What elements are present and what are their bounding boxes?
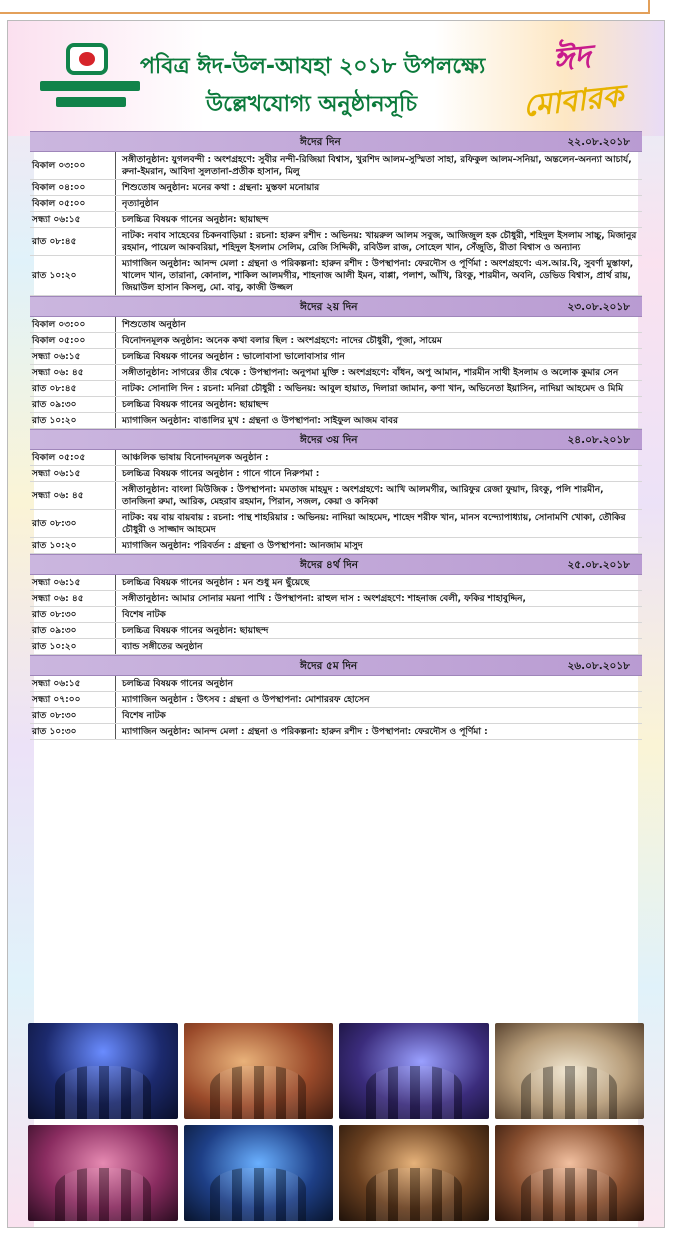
schedule-row xyxy=(30,466,642,482)
stage-photo xyxy=(184,1125,334,1221)
schedule-row xyxy=(30,349,642,365)
program-description: সঙ্গীতানুষ্ঠান: আমার সোনার ময়না পাখি : উপস্থাপনা: রাহুল দাস : অংশগ্রহণে: শাহনাজ বেলী, ফকির শাহাবুদ্দিন, xyxy=(122,594,526,604)
program-time: বিকাল ০৩:০০ xyxy=(30,317,116,332)
program-time: রাত ১০:২০ xyxy=(30,413,116,428)
program-description: আঞ্চলিক ভাষায় বিনোদনমূলক অনুষ্ঠান : xyxy=(122,453,269,463)
program-description: চলচ্চিত্র বিষয়ক গানের অনুষ্ঠান: ছায়াছন্দ xyxy=(122,215,269,225)
header xyxy=(8,21,664,136)
program-time: বিকাল ০৪:০০ xyxy=(30,180,116,195)
schedule-row xyxy=(30,482,642,510)
schedule-table xyxy=(30,131,642,740)
stage-photo xyxy=(495,1023,645,1119)
program-description: ম্যাগাজিন অনুষ্ঠান: আনন্দ মেলা : গ্রন্থনা ও পরিকল্পনা: হারুন রশীদ : উপস্থাপনা: ফেরদৌস ও পূর্ণিমা : অংশগ্রহণে: এস.আর.বি, সুবর্ণা মুস্তাফা, খালেদ খান, তারানা, কোনাল, শাকিল আলমগীর, শাহনাজ আলী ইমন, বাপ্পা, পলাশ, আঁখি, রিংকু, শারমীন, অবনি, ডেভিড বিশ্বাস, প্রার্থ রায়, জিয়াউল হাসান কিসলু, মো. বাবু, কাজী উজ্জল xyxy=(122,259,634,293)
program-time: রাত ০৮:৩০ xyxy=(30,510,116,537)
day-name: ঈদের ৩য় দিন xyxy=(300,434,358,446)
stage-photo xyxy=(28,1023,178,1119)
program-time: রাত ০৮:৪৫ xyxy=(30,228,116,255)
program-time: রাত ১০:২০ xyxy=(30,639,116,654)
stage-photo xyxy=(184,1023,334,1119)
tv-emblem-icon xyxy=(66,43,108,75)
program-time: সন্ধ্যা ০৬:১৫ xyxy=(30,575,116,590)
program-description: চলচ্চিত্র বিষয়ক গানের অনুষ্ঠান: ছায়াছন্দ xyxy=(122,400,269,410)
program-time: সন্ধ্যা ০৬: ৪৫ xyxy=(30,365,116,380)
schedule-row xyxy=(30,413,642,429)
stage-photo xyxy=(339,1023,489,1119)
program-description: ম্যাগাজিন অনুষ্ঠান: পরিবর্তন : গ্রন্থনা ও উপস্থাপনা: আনজাম মাসুদ xyxy=(122,541,363,551)
schedule-row xyxy=(30,152,642,180)
program-time: রাত ০৯:৩০ xyxy=(30,397,116,412)
logo-wordmark-bar xyxy=(56,97,126,107)
program-description: ম্যাগাজিন অনুষ্ঠান : উৎসব : গ্রন্থনা ও উপস্থাপনা: মোশাররফ হোসেন xyxy=(122,695,370,705)
day-header xyxy=(30,429,642,450)
program-description: নাটক: বয় বায় বায়বায় : রচনা: পান্থ শাহরিয়ার : অভিনয়: নাদিয়া আহমেদ, শাহেদ শরীফ খান, মানস বন্দ্যোপাধ্যায়, সোনামণি খোকা, তৌকির চৌধুরী ও সাজ্জাদ আহমেদ xyxy=(122,513,626,535)
day-date: ২২.০৮.২০১৮ xyxy=(567,136,630,148)
schedule-row xyxy=(30,228,642,256)
program-time: বিকাল ০৩:০০ xyxy=(30,152,116,179)
page-title: পবিত্র ঈদ-উল-আযহা ২০১৮ উপলক্ষ্যে xyxy=(140,54,486,79)
program-description: নাটক: সোনালি দিন : রচনা: মনিরা চৌধুরী : অভিনয়: আবুল হায়াত, দিলারা জামান, কণা খান, অভিনেতা ইয়াসিন, নাদিয়া আহমেদ ও মিমি xyxy=(122,384,624,394)
program-time: বিকাল ০৫:০৫ xyxy=(30,450,116,465)
program-time: সন্ধ্যা ০৭:০০ xyxy=(30,692,116,707)
schedule-row xyxy=(30,256,642,296)
channel-logo-icon xyxy=(40,43,140,111)
program-time: সন্ধ্যা ০৬: ৪৫ xyxy=(30,482,116,509)
program-time: রাত ০৮:৩০ xyxy=(30,708,116,723)
program-description: বিশেষ নাটক xyxy=(122,610,166,620)
program-time: সন্ধ্যা ০৬:১৫ xyxy=(30,349,116,364)
day-date: ২৬.০৮.২০১৮ xyxy=(567,660,630,672)
day-name: ঈদের ২য় দিন xyxy=(300,301,358,313)
schedule-row xyxy=(30,575,642,591)
schedule-row xyxy=(30,591,642,607)
program-time: রাত ১০:৩০ xyxy=(30,724,116,739)
stage-photo xyxy=(28,1125,178,1221)
program-time: সন্ধ্যা ০৬:১৫ xyxy=(30,466,116,481)
program-description: চলচ্চিত্র বিষয়ক গানের অনুষ্ঠান : গানে গানে নিরুপমা : xyxy=(122,469,320,479)
schedule-row xyxy=(30,724,642,740)
program-description: ম্যাগাজিন অনুষ্ঠান: বাঙালির মুখ : গ্রন্থনা ও উপস্থাপনা: সাইফুল আজম বাবর xyxy=(122,416,398,426)
day-name: ঈদের ৪র্থ দিন xyxy=(300,559,359,571)
eid-greeting: ঈদ xyxy=(550,37,593,79)
program-description: ম্যাগাজিন অনুষ্ঠান: আনন্দ মেলা : গ্রন্থনা ও পরিকল্পনা: হারুন রশীদ : উপস্থাপনা: ফেরদৌস ও পূর্ণিমা : xyxy=(122,727,488,737)
program-time: রাত ১০:২০ xyxy=(30,256,116,295)
schedule-row xyxy=(30,708,642,724)
photo-gallery xyxy=(28,1023,644,1221)
schedule-row xyxy=(30,317,642,333)
program-description: শিশুতোষ অনুষ্ঠান: মনের কথা : গ্রন্থনা: মুস্তফা মনোয়ার xyxy=(122,183,320,193)
program-description: চলচ্চিত্র বিষয়ক গানের অনুষ্ঠান xyxy=(122,679,233,689)
day-date: ২৩.০৮.২০১৮ xyxy=(567,301,630,313)
program-description: শিশুতোষ অনুষ্ঠান xyxy=(122,320,186,330)
day-name: ঈদের দিন xyxy=(300,136,341,148)
program-description: সঙ্গীতানুষ্ঠান: বাংলা মিউজিক : উপস্থাপনা: মমতাজ মাহমুদ : অংশগ্রহণে: আখি আলমগীর, আরিফুর রেজা ফুয়াদ, রিংকু, পলি শারমীন, তানজিনা রুমা, আরিক, মেহরাব রহমান, পিরান, সজল, কেয়া ও কনিকা xyxy=(122,485,604,507)
program-time: সন্ধ্যা ০৬:১৫ xyxy=(30,676,116,691)
program-time: বিকাল ০৫:০০ xyxy=(30,333,116,348)
schedule-row xyxy=(30,333,642,349)
schedule-row xyxy=(30,397,642,413)
program-description: চলচ্চিত্র বিষয়ক গানের অনুষ্ঠান: ছায়াছন্দ xyxy=(122,626,269,636)
program-description: বিশেষ নাটক xyxy=(122,711,166,721)
schedule-row xyxy=(30,538,642,554)
schedule-row xyxy=(30,381,642,397)
top-border-line xyxy=(0,0,650,14)
program-description: বিনোদনমূলক অনুষ্ঠান: অনেক কথা বলার ছিল : অংশগ্রহণে: নাদের চৌধুরী, পূজা, সায়েম xyxy=(122,336,442,346)
schedule-row xyxy=(30,676,642,692)
program-description: সঙ্গীতানুষ্ঠান: যুগলবন্দী : অংশগ্রহণে: সুবীর নন্দী-রিজিয়া বিশ্বাস, খুরশিদ আলম-সুস্মিতা সাহা, রফিকুল আলম-সনিয়া, অন্তলেন-অনন্যা আচার্য, রুনা-ইমরান, আবিদা সুলতানা-প্রতীক হাসান, মিলু xyxy=(122,155,632,177)
program-time: রাত ১০:২০ xyxy=(30,538,116,553)
schedule-row xyxy=(30,212,642,228)
program-description: সঙ্গীতানুষ্ঠান: সাগরের তীর থেকে : উপস্থাপনা: অনুপমা মুক্তি : অংশগ্রহণে: বাঁধন, অপু আমান, শারমীন সাথী ইসলাম ও অলোক কুমার সেন xyxy=(122,368,619,378)
logo-wordmark-bar xyxy=(40,81,140,91)
program-time: বিকাল ০৫:০০ xyxy=(30,196,116,211)
day-header xyxy=(30,296,642,317)
day-date: ২৪.০৮.২০১৮ xyxy=(567,434,630,446)
schedule-row xyxy=(30,692,642,708)
schedule-row xyxy=(30,639,642,655)
schedule-row xyxy=(30,607,642,623)
day-name: ঈদের ৫ম দিন xyxy=(300,660,358,672)
day-header xyxy=(30,655,642,676)
program-description: নৃত্যানুষ্ঠান xyxy=(122,199,159,209)
schedule-row xyxy=(30,365,642,381)
mubarak-greeting: মোবারক xyxy=(521,78,625,125)
stage-photo xyxy=(339,1125,489,1221)
program-time: সন্ধ্যা ০৬:১৫ xyxy=(30,212,116,227)
program-description: চলচ্চিত্র বিষয়ক গানের অনুষ্ঠান : মন শুধু মন ছুঁয়েছে xyxy=(122,578,310,588)
day-header xyxy=(30,554,642,575)
schedule-row xyxy=(30,510,642,538)
schedule-row xyxy=(30,450,642,466)
program-time: রাত ০৮:৩০ xyxy=(30,607,116,622)
program-description: নাটক: নবাব সাহেবের চিকনবাড়িয়া : রচনা: হারুন রশীদ : অভিনয়: খায়রুল আলম সবুজ, আজিজুল হক চৌধুরী, শহিদুল ইসলাম সাচ্চু, মিজানুর রহমান, পায়েল আকবরিয়া, শহিদুল ইসলাম সেলিম, রেজি সিদ্দিকী, রবিউল রাজ, সোহেল খান, সেঁজুতি, রীতা বিশ্বাস ও অন্যান্য xyxy=(122,231,637,253)
program-description: ব্যান্ড সঙ্গীতের অনুষ্ঠান xyxy=(122,642,203,652)
schedule-row xyxy=(30,196,642,212)
day-header xyxy=(30,131,642,152)
stage-photo xyxy=(495,1125,645,1221)
program-time: রাত ০৮:৪৫ xyxy=(30,381,116,396)
page-subtitle: উল্লেখযোগ্য অনুষ্ঠানসূচি xyxy=(206,92,418,117)
schedule-row xyxy=(30,180,642,196)
program-time: রাত ০৯:৩০ xyxy=(30,623,116,638)
schedule-page xyxy=(7,20,665,1228)
day-date: ২৫.০৮.২০১৮ xyxy=(567,559,630,571)
program-description: চলচ্চিত্র বিষয়ক গানের অনুষ্ঠান : ভালোবাসা ভালোবাসার গান xyxy=(122,352,345,362)
schedule-row xyxy=(30,623,642,639)
program-time: সন্ধ্যা ০৬: ৪৫ xyxy=(30,591,116,606)
